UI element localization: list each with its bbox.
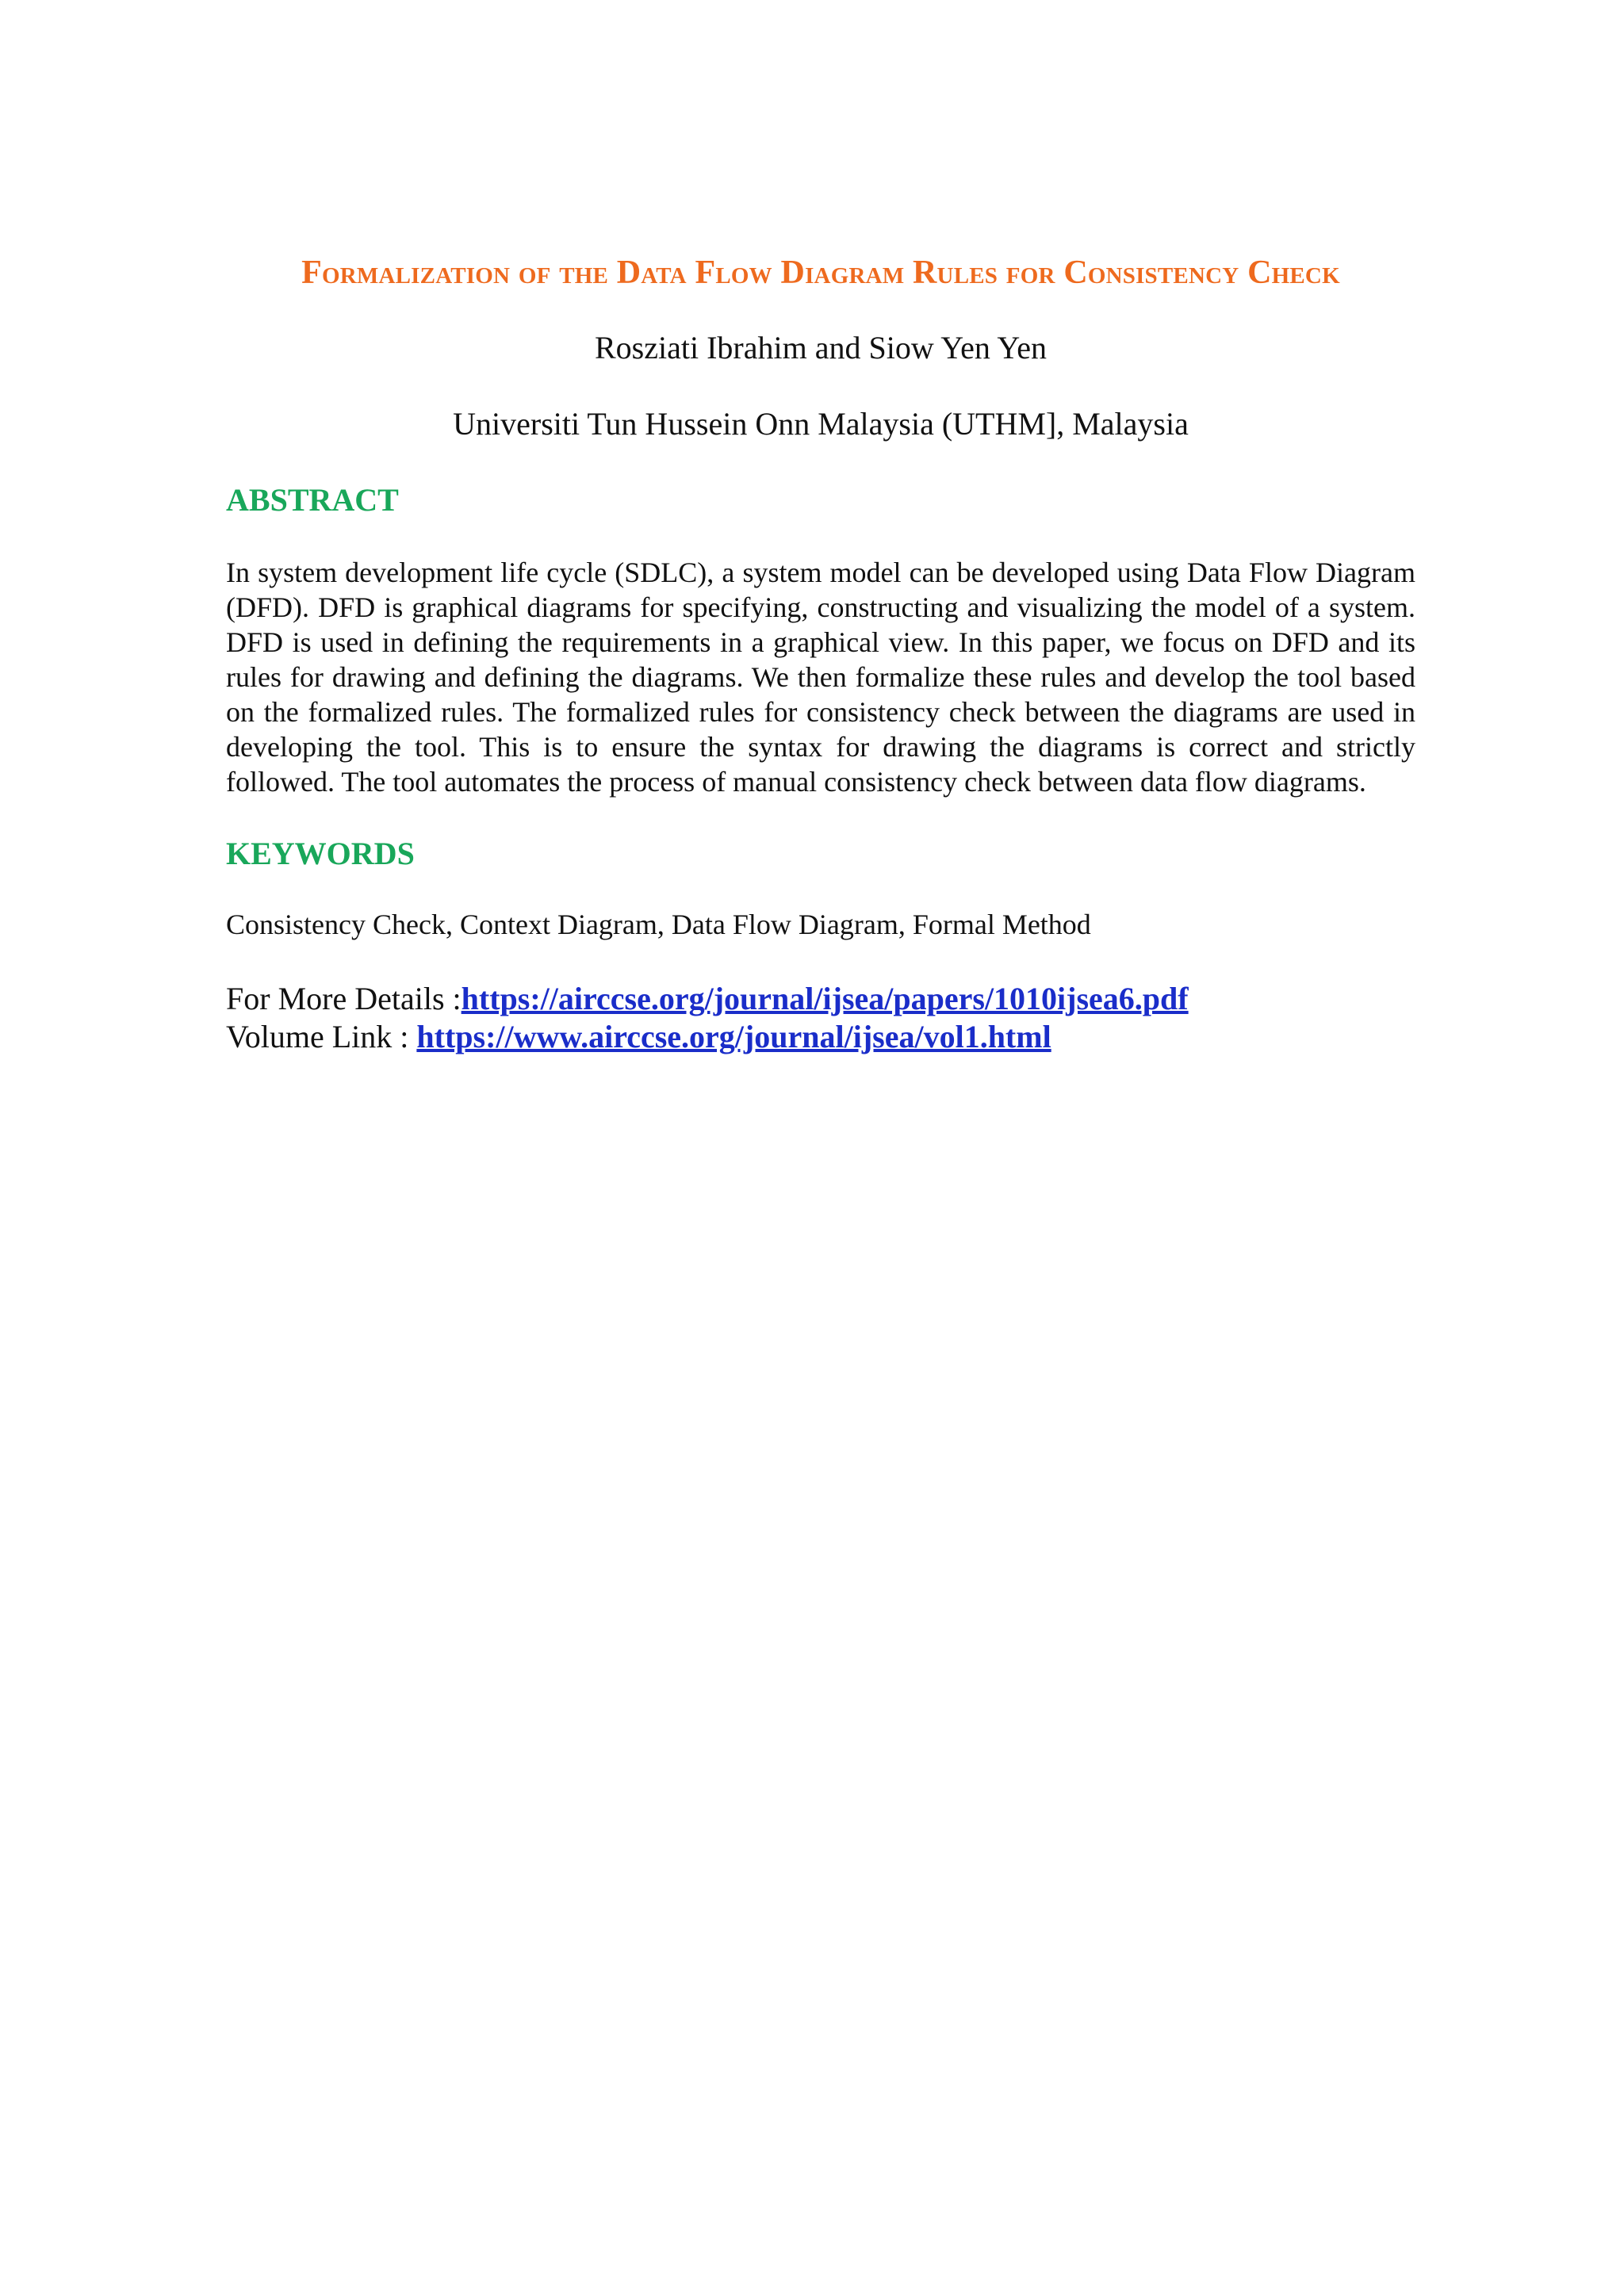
details-label: For More Details : [226, 981, 462, 1016]
keywords-text: Consistency Check, Context Diagram, Data Flow Diagram, Formal Method [226, 909, 1091, 940]
paper-title: Formalization of the Data Flow Diagram Rules for Consistency Check [301, 254, 1340, 291]
paper-affiliation: Universiti Tun Hussein Onn Malaysia (UTHM], Malaysia [453, 406, 1189, 442]
abstract-heading: ABSTRACT [226, 482, 399, 518]
paper-page [226, 246, 1415, 1056]
links-block [226, 980, 1415, 1056]
volume-line [226, 1018, 1415, 1056]
abstract-text: In system development life cycle (SDLC), a system model can be developed using Data Flow Diagram (DFD). DFD is graphical diagrams for specifying, constructing and visualizing the model of a system. DFD is used in defining the requirements in a graphical view. In this paper, we focus on DFD and its rules for drawing and defining the diagrams. We then formalize these rules and develop the tool based on the formalized rules. The formalized rules for consistency check between the diagrams are used in developing the tool. This is to ensure the syntax for drawing the diagrams is correct and strictly followed. The tool automates the process of manual consistency check between data flow diagrams. [226, 557, 1415, 798]
paper-authors: Rosziati Ibrahim and Siow Yen Yen [594, 330, 1048, 365]
details-line [226, 980, 1415, 1018]
volume-link[interactable]: https://www.airccse.org/journal/ijsea/vol1.html [416, 1019, 1051, 1054]
keywords-heading: KEYWORDS [226, 836, 415, 871]
volume-label: Volume Link : [226, 1019, 417, 1054]
details-link[interactable]: https://airccse.org/journal/ijsea/papers/1010ijsea6.pdf [461, 981, 1189, 1016]
